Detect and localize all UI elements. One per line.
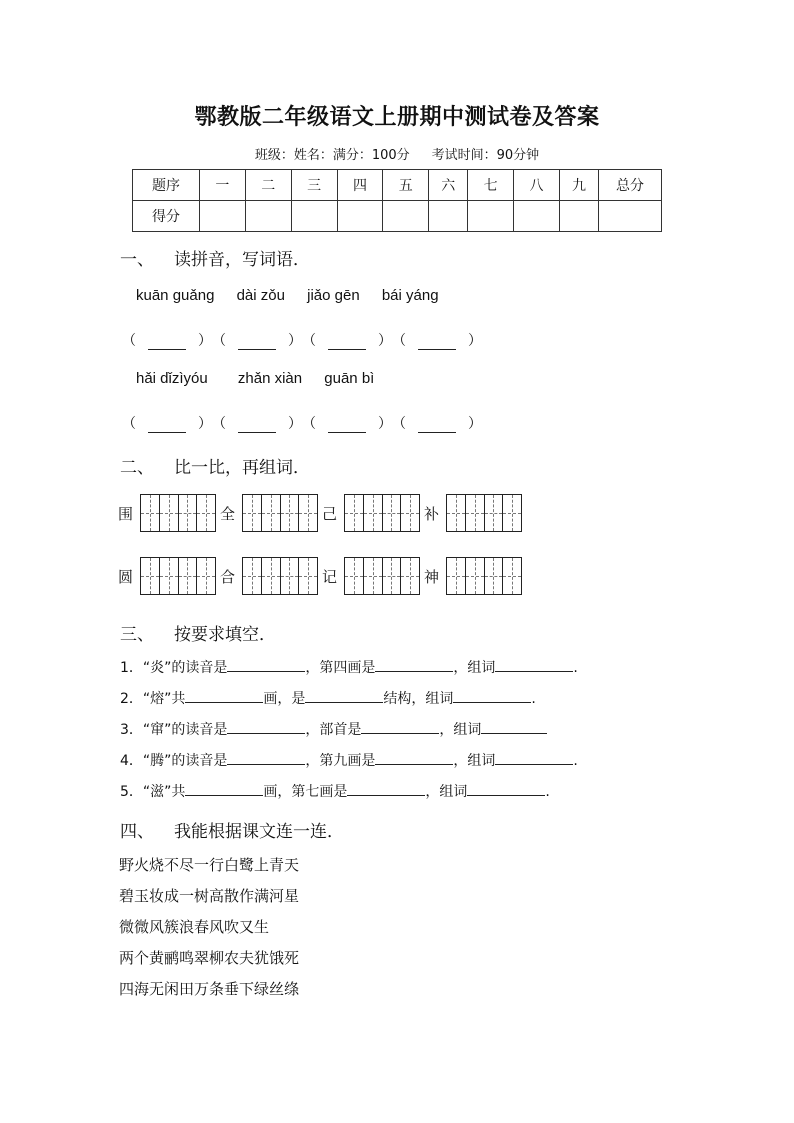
fill-blank[interactable]: [347, 782, 425, 796]
fill-blank[interactable]: [361, 720, 439, 734]
section-1-heading: [120, 245, 310, 270]
score-table-header-row: [133, 170, 662, 201]
exam-time-label: 考试时间：90分钟: [431, 148, 540, 163]
answer-blank[interactable]: （ ）: [122, 333, 212, 349]
score-header-cell: 八: [514, 170, 560, 201]
grid-item: [220, 557, 318, 595]
score-header-cell: 总分: [599, 170, 662, 201]
fill-blank[interactable]: [185, 782, 263, 796]
grid-item: [220, 494, 318, 532]
section-title: 我能根据课文连一连．: [174, 822, 344, 842]
score-cell[interactable]: [200, 201, 246, 232]
fill-question: 5．“滋”共 画，第七画是 ，组词 .: [120, 784, 550, 800]
score-header-cell: 四: [337, 170, 383, 201]
grid-item: [424, 494, 522, 532]
reference-char: 补: [424, 504, 440, 523]
grid-item: [118, 494, 216, 532]
score-cell[interactable]: [429, 201, 468, 232]
pinyin-word: zhǎn xiàn: [237, 370, 303, 387]
pinyin-word: kuān guǎng: [136, 287, 215, 304]
score-cell[interactable]: [337, 201, 383, 232]
reference-char: 合: [220, 567, 236, 586]
fill-blank[interactable]: [227, 751, 305, 765]
pinyin-word: hǎi dǐzìyóu: [136, 370, 208, 387]
score-row-label: 得分: [133, 201, 200, 232]
writing-grid[interactable]: [344, 494, 420, 532]
fill-question: 3．“窜”的读音是 ，部首是 ，组词: [120, 719, 547, 739]
score-table-score-row: [133, 201, 662, 232]
score-cell[interactable]: [383, 201, 429, 232]
score-header-cell: 五: [383, 170, 429, 201]
grid-item: [322, 557, 420, 595]
reference-char: 神: [424, 567, 440, 586]
section-number: 三、: [120, 625, 154, 645]
fill-blank[interactable]: [467, 782, 545, 796]
page-title: 鄂教版二年级语文上册期中测试卷及答案: [194, 105, 600, 130]
poem-line: 两个黄鹂鸣翠柳农夫犹饿死: [119, 949, 300, 967]
writing-grid-row-1: [118, 494, 526, 532]
answer-blanks-row-2: [122, 413, 482, 433]
grid-item: [322, 494, 420, 532]
reference-char: 圆: [118, 567, 134, 586]
reference-char: 围: [118, 504, 134, 523]
poem-line: 野火烧不尽一行白鹭上青天: [119, 856, 300, 874]
fill-blank[interactable]: [481, 720, 547, 734]
section-number: 二、: [120, 458, 154, 478]
score-header-cell: 九: [560, 170, 599, 201]
section-title: 按要求填空．: [174, 625, 276, 645]
answer-blank[interactable]: （ ）: [302, 416, 392, 432]
score-header-cell: 七: [468, 170, 514, 201]
reference-char: 己: [322, 504, 338, 523]
writing-grid[interactable]: [446, 557, 522, 595]
fill-blank[interactable]: [227, 720, 305, 734]
exam-info: [0, 144, 794, 163]
fill-blank[interactable]: [305, 689, 383, 703]
answer-blank[interactable]: （ ）: [392, 333, 482, 349]
pinyin-word: jiǎo gēn: [307, 287, 360, 304]
section-2-heading: [120, 453, 310, 478]
reference-char: 全: [220, 504, 236, 523]
section-3-heading: [120, 620, 276, 645]
writing-grid[interactable]: [446, 494, 522, 532]
score-cell[interactable]: [560, 201, 599, 232]
score-cell[interactable]: [245, 201, 291, 232]
answer-blank[interactable]: （ ）: [392, 416, 482, 432]
class-name-score-label: 班级：姓名：满分：100分: [254, 148, 410, 163]
writing-grid-row-2: [118, 557, 526, 595]
answer-blank[interactable]: （ ）: [212, 416, 302, 432]
fill-blank[interactable]: [495, 751, 573, 765]
writing-grid[interactable]: [344, 557, 420, 595]
fill-blank[interactable]: [495, 658, 573, 672]
answer-blanks-row-1: [122, 330, 482, 350]
score-header-cell: 一: [200, 170, 246, 201]
pinyin-row-2: [136, 370, 392, 387]
pinyin-word: guān bì: [324, 370, 375, 387]
score-cell[interactable]: [291, 201, 337, 232]
fill-blank[interactable]: [375, 658, 453, 672]
score-cell[interactable]: [599, 201, 662, 232]
writing-grid[interactable]: [140, 557, 216, 595]
grid-item: [424, 557, 522, 595]
answer-blank[interactable]: （ ）: [302, 333, 392, 349]
section-number: 一、: [120, 250, 154, 270]
fill-question: 1．“炎”的读音是 ，第四画是 ，组词 .: [120, 660, 578, 676]
poem-line: 四海无闲田万条垂下绿丝绦: [119, 980, 300, 998]
fill-blank[interactable]: [227, 658, 305, 672]
section-title: 比一比，再组词．: [174, 458, 310, 478]
fill-question: 4．“腾”的读音是 ，第九画是 ，组词 .: [120, 753, 578, 769]
score-cell[interactable]: [514, 201, 560, 232]
fill-question: 2．“熔”共 画，是 结构，组词 .: [120, 691, 536, 707]
answer-blank[interactable]: （ ）: [122, 416, 212, 432]
writing-grid[interactable]: [242, 557, 318, 595]
writing-grid[interactable]: [242, 494, 318, 532]
score-header-cell: 题序: [133, 170, 200, 201]
score-header-cell: 三: [291, 170, 337, 201]
score-header-cell: 二: [245, 170, 291, 201]
score-table: [132, 169, 662, 232]
reference-char: 记: [322, 567, 338, 586]
section-number: 四、: [120, 822, 154, 842]
grid-item: [118, 557, 216, 595]
fill-blank[interactable]: [375, 751, 453, 765]
score-cell[interactable]: [468, 201, 514, 232]
pinyin-word: bái yáng: [381, 287, 439, 304]
poem-line: 微微风簇浪春风吹又生: [119, 918, 270, 936]
pinyin-word: dài zǒu: [236, 287, 285, 304]
section-4-heading: [120, 817, 344, 842]
section-title: 读拼音，写词语．: [174, 250, 310, 270]
pinyin-row-1: [136, 287, 457, 304]
fill-blank[interactable]: [185, 689, 263, 703]
writing-grid[interactable]: [140, 494, 216, 532]
answer-blank[interactable]: （ ）: [212, 333, 302, 349]
poem-line: 碧玉妆成一树高散作满河星: [119, 887, 300, 905]
fill-blank[interactable]: [453, 689, 531, 703]
score-header-cell: 六: [429, 170, 468, 201]
